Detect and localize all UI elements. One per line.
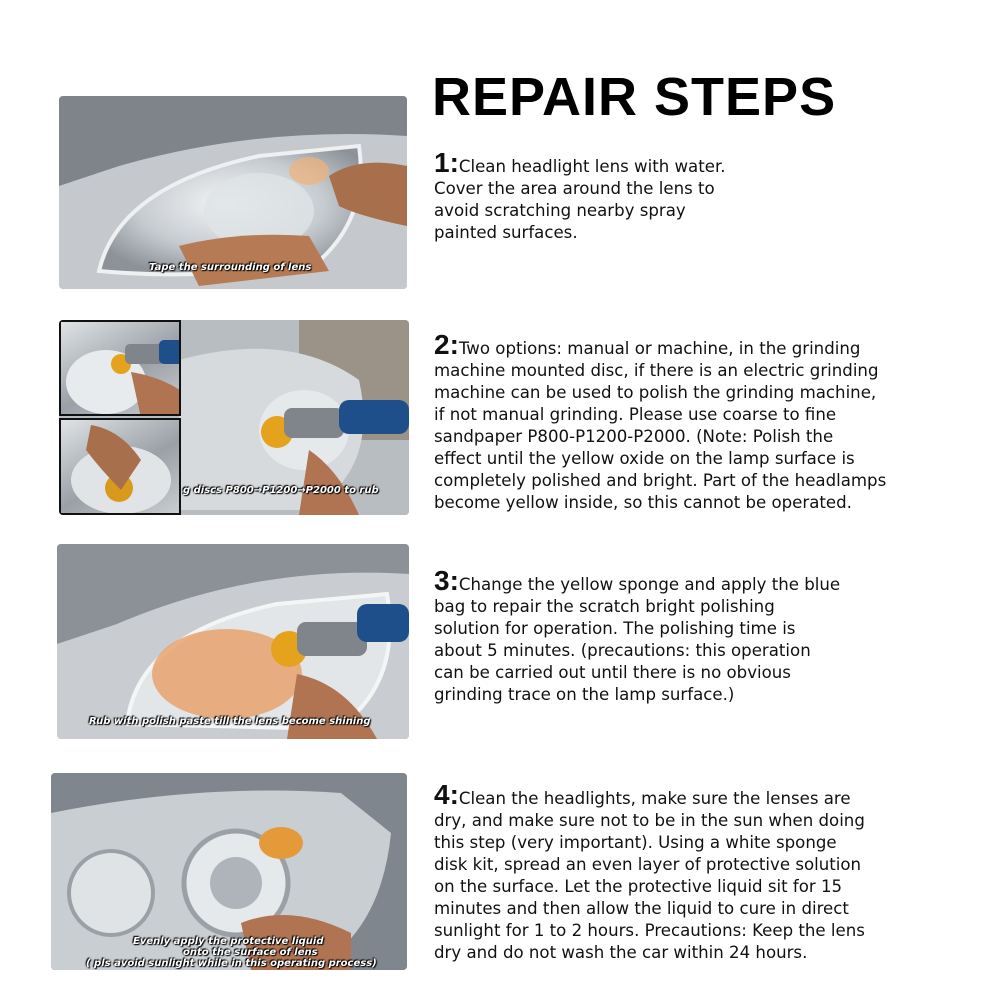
step-3-line: about 5 minutes. (precautions: this operation — [434, 641, 811, 660]
step-4-line: minutes and then allow the liquid to cure in direct — [434, 899, 849, 918]
step-1-photo — [59, 96, 407, 289]
step-3-photo — [57, 544, 409, 739]
step-1-text — [434, 147, 726, 244]
step-2-line: completely polished and bright. Part of the headlamps — [434, 471, 887, 490]
step-4-line: on the surface. Let the protective liquid sit for 15 — [434, 877, 843, 896]
step-1-caption: Tape the surrounding of lens — [149, 262, 312, 273]
step-3-line: bag to repair the scratch bright polishing — [434, 597, 775, 616]
step-2-line: machine can be used to polish the grinding machine, — [434, 383, 877, 402]
step-3-text — [434, 565, 841, 706]
step-4-number: 4: — [434, 779, 459, 810]
step-4-line: this step (very important). Using a white sponge — [434, 833, 837, 852]
step-2-inset-bottom — [59, 418, 181, 515]
step-2-line: sandpaper P800-P1200-P2000. (Note: Polish the — [434, 427, 834, 446]
step-4-caption-line: onto the surface of lens — [183, 947, 318, 958]
step-3-caption: Rub with polish paste till the lens become shining — [89, 716, 371, 727]
step-2-line: become yellow inside, so this cannot be operated. — [434, 493, 852, 512]
step-4-text — [434, 779, 865, 964]
step-2-line: Two options: manual or machine, in the grinding — [458, 339, 861, 358]
step-4-caption-line: ( pls avoid sunlight while in this operating process) — [86, 958, 377, 969]
step-3-line: Change the yellow sponge and apply the blue — [458, 575, 841, 594]
step-2-line: effect until the yellow oxide on the lamp surface is — [434, 449, 855, 468]
step-2-line: if not manual grinding. Please use coarse to fine — [434, 405, 837, 424]
step-4-line: sunlight for 1 to 2 hours. Precautions: Keep the lens — [434, 921, 865, 940]
step-2-text — [434, 329, 887, 514]
step-4-line: dry, and make sure not to be in the sun when doing — [434, 811, 865, 830]
polish-paste-illustration — [57, 544, 409, 739]
step-1-line: Cover the area around the lens to — [434, 179, 715, 198]
step-1-line: avoid scratching nearby spray — [434, 201, 686, 220]
step-3-line: can be carried out until there is no obvious — [434, 663, 791, 682]
step-1-line: painted surfaces. — [434, 223, 578, 242]
step-2-photo — [59, 320, 409, 515]
step-4-line: Clean the headlights, make sure the lenses are — [458, 789, 851, 808]
step-3-line: solution for operation. The polishing time is — [434, 619, 796, 638]
step-3-line: grinding trace on the lamp surface.) — [434, 685, 735, 704]
step-4-line: disk kit, spread an even layer of protective solution — [434, 855, 862, 874]
step-2-number: 2: — [434, 329, 459, 360]
hand-sanding-illustration — [61, 420, 181, 515]
headlight-illustration — [59, 96, 407, 289]
page-title: REPAIR STEPS — [432, 67, 837, 127]
step-2-caption: g discs P800→P1200→P2000 to rub — [183, 485, 379, 496]
step-1-line: Clean headlight lens with water. — [458, 157, 726, 176]
step-2-inset-top — [59, 320, 181, 416]
step-3-number: 3: — [434, 565, 459, 596]
step-1-number: 1: — [434, 147, 459, 178]
polisher-inset-illustration — [61, 322, 181, 416]
step-2-line: machine mounted disc, if there is an electric grinding — [434, 361, 879, 380]
step-4-caption-line: Evenly apply the protective liquid — [133, 936, 324, 947]
step-4-line: dry and do not wash the car within 24 hours. — [434, 943, 808, 962]
step-4-photo — [51, 773, 407, 970]
